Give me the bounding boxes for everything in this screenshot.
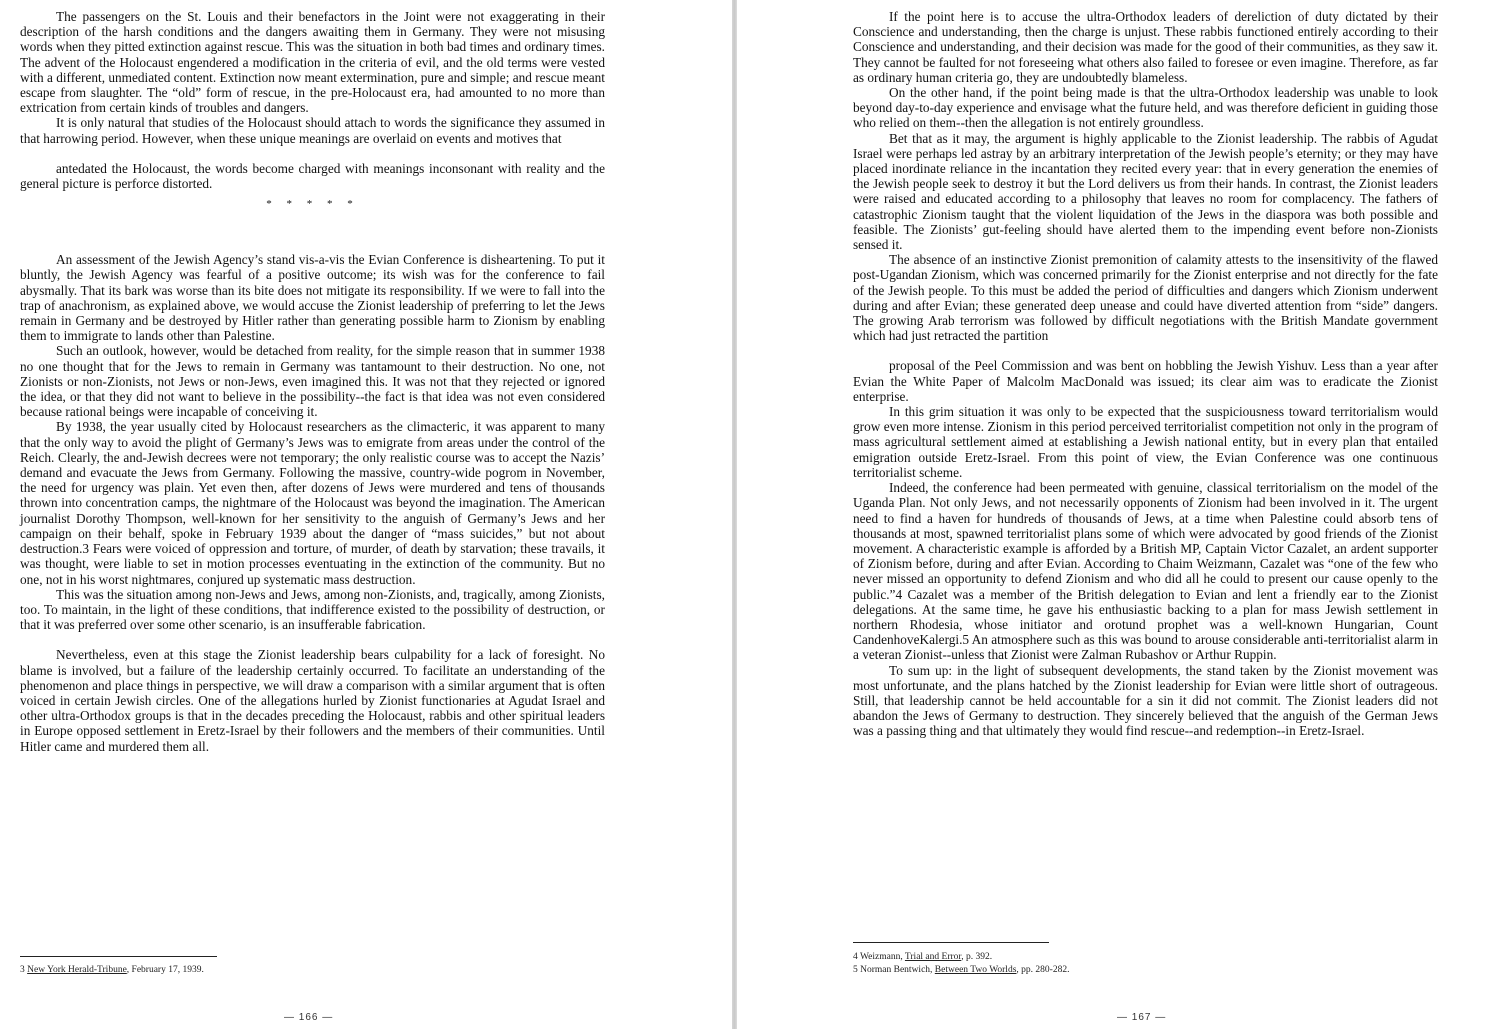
page-167	[737, 0, 1486, 1029]
paragraph: Such an outlook, however, would be detached from reality, for the simple reason that in summer 1938 no one thought that for the Jews to remain in Germany was tantamount to their destruction. No one, not Zionists or non-Zionists, not Jews or non-Jews, even imagined this. It was not that they rejected or ignored the idea, or that they did not want to believe in the possibility--the fact is that idea was not even considered because rational beings were incapable of conceiving it.	[20, 343, 605, 420]
page-166	[0, 0, 732, 1029]
paragraph: On the other hand, if the point being made is that the ultra-Orthodox leadership was unable to look beyond day-to-day experience and envisage what the future held, and was therefore deficient in guiding those who relied on them--then the allegation is not entirely groundless.	[853, 85, 1438, 131]
paragraph: Indeed, the conference had been permeated with genuine, classical territorialism on the model of the Uganda Plan. Not only Jews, and not necessarily opponents of Zionism had been involved in it. The urgent need to find a haven for hundreds of thousands of Jews, at a time when Palestine could absorb tens of thousands at most, spawned territorialist plans some of which were advocated by good friends of the Zionist movement. A characteristic example is afforded by a British MP, Captain Victor Cazalet, an ardent supporter of Zionism before, during and after Evian. According to Chaim Weizmann, Cazalet was “one of the few who never missed an opportunity to defend Zionism and who did all he could to present our cause openly to the public.”4 Cazalet was a member of the British delegation to Evian and lent a friendly ear to the Zionist delegations. At the same time, he gave his enthusiastic backing to a plan for mass Jewish settlement in northern Rhodesia, whose initiator and orotund prophet was a well-known Hungarian, Count CandenhoveKalergi.5 An atmosphere such as this was bound to arouse considerable anti-territorialist alarm in a veteran Zionist--unless that Zionist were Zalman Rubashov or Arthur Ruppin.	[853, 480, 1438, 663]
paragraph: An assessment of the Jewish Agency’s stand vis-a-vis the Evian Conference is disheartening. To put it bluntly, the Jewish Agency was fearful of a positive outcome; its wish was for the conference to fail abysmally. That its bark was worse than its bite does not mitigate its responsibility. If we were to fall into the trap of anachronism, as explained above, we would accuse the Zionist leadership of preferring to let the Jews remain in Germany and be destroyed by Hitler rather than generating possible harm to Zionism by enabling them to immigrate to lands other than Palestine.	[20, 252, 605, 344]
paragraph: Nevertheless, even at this stage the Zionist leadership bears culpability for a lack of foresight. No blame is involved, but a failure of the leadership certainly occurred. To facilitate an understanding of the phenomenon and place things in perspective, we will draw a comparison with a similar argument that is often voiced in certain Jewish circles. One of the allegations hurled by Zionist functionaries at Agudat Israel and other ultra-Orthodox groups is that in the decades preceding the Holocaust, rabbis and other spiritual leaders in Europe opposed settlement in Eretz-Israel by their followers and the members of their communities. Until Hitler came and murdered them all.	[20, 647, 605, 754]
footnotes	[853, 951, 1069, 976]
paragraph: The passengers on the St. Louis and their benefactors in the Joint were not exaggerating in their description of the harsh conditions and the dangers awaiting them in Germany. They were not misusing words when they pitted extinction against rescue. This was the situation in both bad times and ordinary times. The advent of the Holocaust engendered a modification in the criteria of evil, and the old terms were vested with a different, unmediated content. Extinction now meant extermination, pure and simple; and rescue meant escape from slaughter. The “old” form of rescue, in the pre-Holocaust era, had amounted to no more than extrication from certain kinds of troubles and dangers.	[20, 9, 606, 116]
footnote-source-title: Between Two Worlds	[934, 964, 1017, 975]
paragraph: The absence of an instinctive Zionist premonition of calamity attests to the insensitivity of the flawed post-Ugandan Zionism, which was concerned primarily for the Zionist enterprise and not directly for the fate of the Jewish people. To this must be added the period of difficulties and dangers which Zionism underwent during and after Evian; these generated deep unease and could have diverted attention from “side” dangers. The growing Arab terrorism was followed by difficult negotiations with the British Mandate government which had just retracted the partition	[853, 252, 1438, 344]
paragraph: It is only natural that studies of the Holocaust should attach to words the significance they assumed in that harrowing period. However, when these unique meanings are overlaid on events and motives that	[20, 115, 605, 146]
paragraph: If the point here is to accuse the ultra-Orthodox leaders of dereliction of duty dictated by their Conscience and understanding, then the charge is unjust. These rabbis functioned entirely according to their Conscience and understanding, and their decision was made for the good of their communities, as they saw it. They cannot be faulted for not foreseeing what others also failed to foresee or even imagine. Therefore, as far as ordinary human criteria go, they are undoubtedly blameless.	[853, 9, 1438, 85]
footnote-source-title: Trial and Error	[904, 952, 962, 962]
page-166-body	[20, 9, 605, 754]
paragraph: This was the situation among non-Jews and Jews, among non-Zionists, and, tragically, among Zionists, too. To maintain, in the light of these conditions, that indifference existed to the possibility of destruction, or that it was preferred over some other scenario, is an insufferable fabrication.	[20, 586, 605, 633]
footnotes	[20, 964, 204, 977]
paragraph: In this grim situation it was only to be expected that the suspiciousness toward territorialism would grow even more intense. Zionism in this period perceived territorialist competition not only in the program of mass agricultural settlement aimed at establishing a Jewish national entity, but in every plan that entailed emigration outside Eretz-Israel. From this point of view, the Evian Conference was one continuous territorialist scheme.	[853, 404, 1438, 480]
footnote-source-title: New York Herald-Tribune	[27, 965, 127, 975]
paragraph: proposal of the Peel Commission and was bent on hobbling the Jewish Yishuv. Less than a year after Evian the White Paper of Malcolm MacDonald was issued; its clear aim was to eradicate the Zionist enterprise.	[853, 358, 1438, 404]
footnote-rule	[853, 942, 1049, 943]
paragraph: Bet that as it may, the argument is highly applicable to the Zionist leadership. The rabbis of Agudat Israel were perhaps led astray by an arbitrary interpretation of the Jewish people’s eternity; or they may have placed inordinate reliance in the incantation they recited every year: that in every generation the enemies of the Jewish people seek to destroy it but the Lord delivers us from their hands. In contrast, the Zionist leaders were raised and educated according to a philosophy that leaves no room for complacency. The fathers of catastrophic Zionism taught that the violent liquidation of the Jews in the diaspora was both possible and feasible. The Zionists’ gut-feeling should have alerted them to the impending event before non-Zionists sensed it.	[853, 130, 1438, 253]
footnote-5: 5 Norman Bentwich, Between Two Worlds, pp. 280-282.	[853, 964, 1070, 975]
footnote-rule	[20, 956, 217, 957]
paragraph: antedated the Holocaust, the words become charged with meanings inconsonant with reality and the general picture is perforce distorted.	[20, 160, 605, 192]
paragraph: To sum up: in the light of subsequent developments, the stand taken by the Zionist movement was most unfortunate, and the plans hatched by the Zionist leadership for Evian were little short of outrageous. Still, that leadership cannot be held accountable for a sin it did not commit. The Zionist leaders did not abandon the Jews of Germany to destruction. They sincerely believed that the anguish of the German Jews was a passing thing and that ultimately they would find rescue--and redemption--in Eretz-Israel.	[853, 662, 1438, 739]
page-167-body	[853, 9, 1438, 739]
paragraph: By 1938, the year usually cited by Holocaust researchers as the climacteric, it was apparent to many that the only way to avoid the plight of Germany’s Jews was to emigrate from areas under the control of the Reich. Clearly, the and-Jewish decrees were not temporary; the only realistic course was to accept the Nazis’ demand and evacuate the Jews from Germany. Following the massive, country-wide pogrom in November, the need for urgency was plain. Yet even then, after dozens of Jews were murdered and tens of thousands thrown into concentration camps, the nightmare of the Holocaust was beyond the imagination. The American journalist Dorothy Thompson, well-known for her sensitivity to the anguish of Germany’s Jews and her campaign on their behalf, spoke in February 1939 about the danger of “mass suicides,” but not about destruction.3 Fears were voiced of oppression and torture, of murder, of death by starvation; these travails, it was thought, were liable to set in motion processes eventuating in the extinction of the community. But no one, not in his worst nightmares, conjured up systematic mass destruction.	[20, 419, 605, 587]
page-number: — 166 —	[284, 1012, 334, 1023]
section-separator: * * * * *	[266, 198, 359, 211]
footnote-4: 4 Weizmann, Trial and Error, p. 392.	[853, 952, 993, 962]
page-number: — 167 —	[1117, 1012, 1167, 1023]
footnote-3: 3 New York Herald-Tribune, February 17, 1939.	[20, 965, 204, 975]
